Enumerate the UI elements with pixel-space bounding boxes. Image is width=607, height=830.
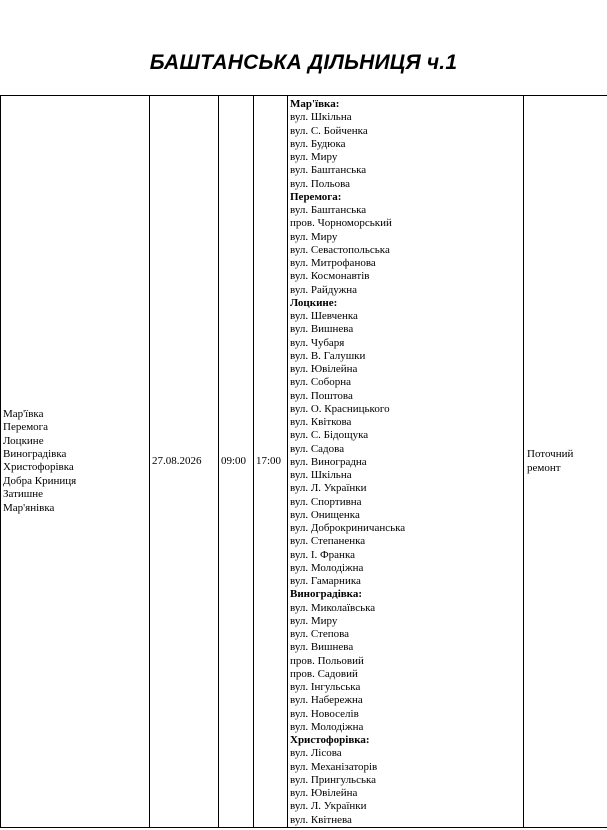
street-name: вул. Л. Українки bbox=[290, 482, 367, 495]
street-name: вул. Набережна bbox=[290, 694, 363, 707]
street-name: вул. Квітнева bbox=[290, 813, 352, 826]
street-group-heading: Мар'ївка: bbox=[290, 98, 340, 110]
streets-list bbox=[290, 98, 521, 827]
street-name: вул. Севастопольська bbox=[290, 243, 390, 256]
settlement-name: Добра Криниця bbox=[3, 474, 77, 487]
street-name: вул. Райдужна bbox=[290, 283, 358, 296]
reason-cell bbox=[524, 96, 607, 828]
street-name: вул. Квіткова bbox=[290, 416, 352, 428]
outage-schedule-table bbox=[0, 95, 607, 828]
street-name: вул. Ювілейна bbox=[290, 363, 358, 375]
street-name: вул. Соборна bbox=[290, 376, 352, 389]
street-name: вул. Лісова bbox=[290, 747, 342, 760]
settlement-name: Затишне bbox=[3, 488, 44, 501]
settlement-name: Лоцкине bbox=[3, 434, 44, 447]
street-name: вул. Прингульська bbox=[290, 773, 377, 786]
street-name: вул. Спортивна bbox=[290, 495, 362, 508]
settlement-name: Виноградівка bbox=[3, 447, 67, 460]
street-name: вул. Польова bbox=[290, 177, 351, 190]
street-name: вул. Виноградна bbox=[290, 455, 367, 468]
street-name: вул. Гамарника bbox=[290, 575, 361, 587]
street-name: вул. Л. Українки bbox=[290, 800, 367, 813]
street-name: вул. Новоселів bbox=[290, 707, 359, 720]
settlement-name: Перемога bbox=[3, 421, 49, 434]
street-name: вул. С. Бідощука bbox=[290, 429, 369, 442]
street-name: пров. Польовий bbox=[290, 654, 364, 667]
street-name: вул. Космонавтів bbox=[290, 270, 370, 283]
street-name: вул. Миру bbox=[290, 151, 338, 163]
street-name: пров. Садовий bbox=[290, 667, 358, 680]
street-group-heading: Лоцкине: bbox=[290, 296, 338, 309]
street-name: вул. Миру bbox=[290, 230, 338, 243]
street-name: вул. Поштова bbox=[290, 389, 353, 402]
settlements-list bbox=[3, 408, 147, 515]
start-time-cell bbox=[219, 96, 254, 828]
street-name: вул. Шкільна bbox=[290, 469, 352, 481]
settlement-name: Мар'ївка bbox=[3, 407, 44, 420]
street-name: вул. С. Бойченка bbox=[290, 124, 368, 137]
street-name: вул. Механізаторів bbox=[290, 760, 378, 773]
street-name: вул. Митрофанова bbox=[290, 257, 376, 269]
street-name: вул. Молодіжна bbox=[290, 720, 364, 733]
settlement-name: Мар'янівка bbox=[3, 501, 55, 514]
street-name: вул. Шкільна bbox=[290, 111, 352, 124]
street-name: пров. Чорноморський bbox=[290, 217, 392, 230]
outage-date: 27.08.2026 bbox=[152, 455, 202, 468]
street-name: вул. Миру bbox=[290, 614, 338, 627]
page-title: БАШТАНСЬКА ДІЛЬНИЦЯ ч.1 bbox=[149, 51, 458, 74]
street-name: вул. Онищенка bbox=[290, 508, 360, 521]
street-name: вул. Будюка bbox=[290, 137, 346, 150]
street-group-heading: Перемога: bbox=[290, 190, 342, 203]
street-name: вул. Інгульська bbox=[290, 681, 361, 693]
street-group-heading: Христофорівка: bbox=[290, 734, 370, 746]
date-cell bbox=[150, 96, 219, 828]
table-row bbox=[1, 96, 607, 828]
street-name: вул. Степова bbox=[290, 628, 350, 640]
street-name: вул. Садова bbox=[290, 442, 345, 455]
street-name: вул. В. Галушки bbox=[290, 349, 366, 362]
street-name: вул. І. Франка bbox=[290, 548, 356, 561]
street-name: вул. Вишнева bbox=[290, 323, 354, 336]
street-name: вул. Баштанська bbox=[290, 164, 367, 177]
start-time: 09:00 bbox=[221, 455, 247, 468]
street-name: вул. Ювілейна bbox=[290, 787, 358, 799]
end-time: 17:00 bbox=[256, 455, 282, 468]
streets-cell bbox=[288, 96, 524, 828]
street-name: вул. Миколаївська bbox=[290, 601, 376, 614]
street-group-heading: Виноградівка: bbox=[290, 588, 363, 601]
outage-reason: Поточний ремонт bbox=[527, 448, 574, 475]
settlements-cell bbox=[1, 96, 150, 828]
street-name: вул. Степаненка bbox=[290, 535, 366, 548]
street-name: вул. Молодіжна bbox=[290, 561, 364, 574]
street-name: вул. Чубаря bbox=[290, 336, 345, 349]
street-name: вул. Вишнева bbox=[290, 641, 354, 654]
settlement-name: Христофорівка bbox=[3, 461, 74, 474]
street-name: вул. О. Красницького bbox=[290, 402, 390, 415]
street-name: вул. Баштанська bbox=[290, 204, 367, 216]
end-time-cell bbox=[254, 96, 288, 828]
street-name: вул. Доброкриничанська bbox=[290, 522, 406, 534]
street-name: вул. Шевченка bbox=[290, 310, 358, 322]
